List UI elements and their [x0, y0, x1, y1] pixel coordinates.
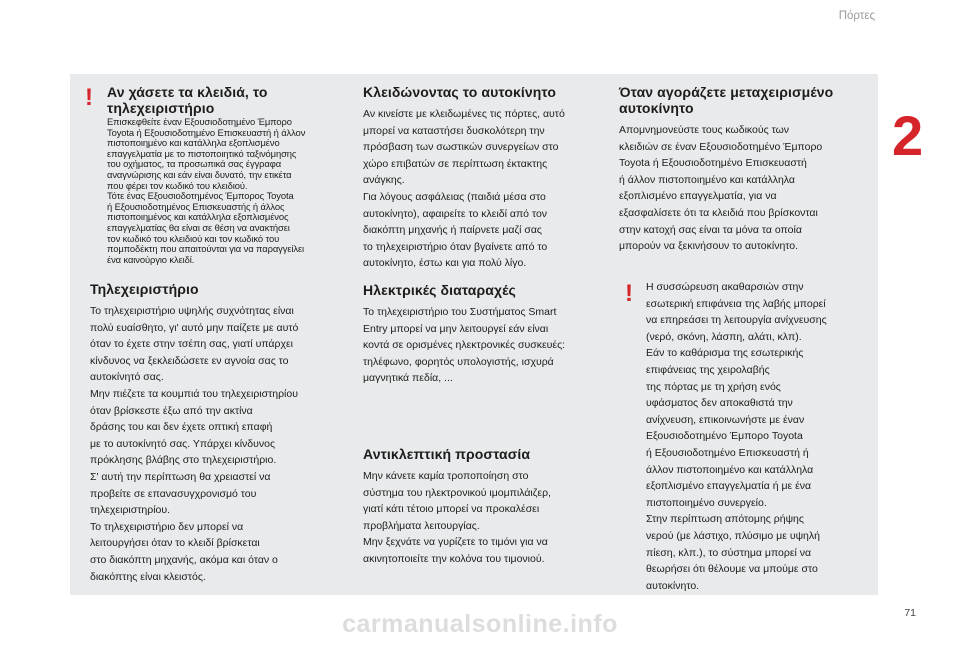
text-line: Το τηλεχειριστήριο υψηλής συχνότητας είναι [90, 305, 294, 317]
lost-keys-title-line2: τηλεχειριστήριο [107, 100, 215, 116]
page-header: Πόρτες [838, 10, 875, 22]
text-line: Αν κινείστε με κλειδωμένες τις πόρτες, αυτό [363, 108, 565, 120]
text-line: τον κωδικό του κλειδιού και τον κωδικό του [107, 232, 280, 244]
lost-keys-section [107, 84, 357, 265]
text-line: χώρο επιβατών σε περίπτωση έκτακτης [363, 157, 548, 170]
text-line: μαγνητικά πεδία, ... [363, 372, 453, 385]
text-line: δράσης του και δεν έχετε οπτική επαφή [90, 421, 273, 434]
dirt-warning-text [646, 279, 860, 594]
locking-section [363, 84, 608, 272]
text-line: Μην ξεχνάτε να γυρίζετε το τιμόνι για να [363, 536, 548, 549]
text-line: διακόπτης είναι κλειστός. [90, 570, 206, 583]
text-line: ανάγκης. [363, 174, 405, 187]
text-line: ακινητοποιείτε την κολόνα του τιμονιού. [363, 552, 545, 565]
text-line: κλειδιών σε έναν Εξουσιοδοτημένο Έμπορο [619, 140, 823, 153]
chapter-number: 2 [892, 104, 924, 167]
used-car-title-line1: Όταν αγοράζετε μεταχειρισμένο [619, 84, 834, 100]
text-line: Εξουσιοδοτημένο Έμπορο Toyota [646, 430, 803, 443]
locking-text [363, 106, 608, 272]
text-line: πρόσβαση των σωστικών συνεργείων στο [363, 141, 559, 154]
text-line: Απομνημονεύστε τους κωδικούς των [619, 124, 790, 136]
anti-theft-text [363, 468, 608, 568]
text-line: μπορούν να ξεκινήσουν το αυτοκίνητο. [619, 240, 799, 253]
content-panel [70, 74, 878, 595]
text-line: εξοπλισμένο επαγγελματία ή με ένα [646, 480, 812, 493]
text-line: άλλον πιστοποιημένο και κατάλληλα [646, 463, 814, 476]
text-line: Μην πιέζετε τα κουμπιά του τηλεχειριστηρίου [90, 387, 298, 400]
text-line: πιστοποιημένο συνεργείο. [646, 496, 767, 509]
text-line: νερού (με λάστιχο, πλύσιμο με υψηλή [646, 529, 820, 542]
text-line: διακόπτη μηχανής ή παίρνετε μαζί σας [363, 224, 542, 237]
text-line: προβλήματα λειτουργίας. [363, 519, 480, 532]
text-line: Το τηλεχειριστήριο του Συστήματος Smart [363, 306, 557, 318]
text-line: ή Εξουσιοδοτημένο Επισκευαστή ή [646, 446, 809, 459]
interference-title: Ηλεκτρικές διαταραχές [363, 282, 516, 298]
used-car-title-line2: αυτοκίνητο [619, 100, 694, 116]
text-line: πιστοποιημένος και κατάλληλα εξοπλισμένος [107, 211, 289, 223]
text-line: Μην κάνετε καμία τροποποίηση στο [363, 470, 529, 482]
text-line: κίνδυνος να ξεκλειδώσετε εν αγνοία σας το [90, 354, 289, 367]
watermark: carmanualsonline.info [342, 610, 618, 638]
text-line: ή Εξουσιοδοτημένος Επισκευαστής ή άλλος [107, 200, 285, 212]
text-line: στην κατοχή σας είναι τα μόνα τα οποία [619, 223, 802, 236]
text-line: με το αυτοκίνητό σας. Υπάρχει κίνδυνος [90, 437, 276, 450]
locking-title: Κλειδώνοντας το αυτοκίνητο [363, 84, 557, 100]
text-line: Επισκεφθείτε έναν Εξουσιοδοτημένο Έμπορο [107, 116, 292, 127]
text-line: πιστοποιημένο και κατάλληλα εξοπλισμένο [107, 137, 280, 149]
text-line: ένα καινούργιο κλειδί. [107, 253, 195, 265]
text-line: τηλέφωνο, φορητός υπολογιστής, ισχυρά [363, 355, 554, 368]
text-line: του οχήματος, τα προσωπικά σας έγγραφα [107, 158, 282, 170]
interference-text [363, 304, 608, 387]
remote-section [90, 281, 360, 585]
text-line: πρόκλησης βλάβης στο τηλεχειριστήριο. [90, 454, 277, 467]
text-line: Για λόγους ασφάλειας (παιδιά μέσα στο [363, 190, 546, 203]
dirt-warning-section [646, 279, 860, 594]
used-car-section [619, 84, 859, 255]
text-line: όταν βρίσκεστε έξω από την ακτίνα [90, 404, 253, 417]
text-line: πίεση, κλπ.), το σύστημα μπορεί να [646, 546, 812, 559]
text-line: εξασφαλίσετε ότι τα κλειδιά που βρίσκονται [619, 206, 818, 219]
used-car-title [619, 84, 859, 116]
remote-text [90, 303, 360, 585]
text-line: Εάν το καθάρισμα της εσωτερικής [646, 347, 804, 360]
text-line: το τηλεχειριστήριο όταν βγαίνετε από το [363, 240, 548, 253]
text-line: της πόρτας με τη χρήση ενός [646, 380, 781, 393]
text-line: αναγνώρισης και εάν είναι δυνατό, την ετικέτα [107, 168, 292, 180]
anti-theft-section [363, 446, 608, 568]
text-line: επαγγελματία με το πιστοποιητικό ταξινόμησης [107, 147, 297, 159]
lost-keys-title [107, 84, 357, 116]
text-line: Toyota ή Εξουσιοδοτημένο Επισκευαστή ή άλλον [107, 126, 306, 138]
text-line: όταν το έχετε στην τσέπη σας, γιατί υπάρχει [90, 338, 294, 351]
text-line: Toyota ή Εξουσιοδοτημένο Επισκευαστή [619, 157, 807, 170]
text-line: Σ' αυτή την περίπτωση θα χρειαστεί να [90, 470, 271, 483]
text-line: Entry μπορεί να μην λειτουργεί εάν είναι [363, 322, 549, 335]
text-line: λειτουργήσει όταν το κλειδί βρίσκεται [90, 537, 260, 550]
text-line: επιφάνειας της χειρολαβής [646, 363, 770, 376]
text-line: εσωτερική επιφάνεια της λαβής μπορεί [646, 297, 826, 310]
text-line: γιατί κάτι τέτοιο μπορεί να προκαλέσει [363, 503, 540, 516]
text-line: κοντά σε ορισμένες ηλεκτρονικές συσκευές: [363, 339, 566, 352]
text-line: Το τηλεχειριστήριο δεν μπορεί να [90, 520, 244, 533]
text-line: επαγγελματίας θα είναι σε θέση να ανακτήσει [107, 221, 290, 233]
lost-keys-title-line1: Αν χάσετε τα κλειδιά, το [107, 84, 268, 100]
text-line: που φέρει τον κωδικό του κλειδιού. [107, 179, 248, 191]
text-line: πολύ ευαίσθητο, γι' αυτό μην παίζετε με αυτό [90, 321, 299, 334]
text-line: αυτοκίνητο. [646, 579, 700, 592]
text-line: υφάσματος δεν αποκαθιστά την [646, 397, 793, 410]
text-line: αυτοκίνητο, έστω και για πολύ λίγο. [363, 257, 527, 270]
anti-theft-title: Αντικλεπτική προστασία [363, 446, 531, 462]
text-line: Η συσσώρευση ακαθαρσιών στην [646, 281, 804, 293]
text-line: Τότε ένας Εξουσιοδοτημένος Έμπορος Toyota [107, 190, 294, 202]
remote-title: Τηλεχειριστήριο [90, 281, 199, 297]
text-line: να επηρεάσει τη λειτουργία ανίχνευσης [646, 314, 827, 327]
text-line: Στην περίπτωση απότομης ρήψης [646, 513, 804, 526]
text-line: σύστημα του ηλεκτρονικού ιμομπιλάιζερ, [363, 486, 551, 499]
text-line: στο διακόπτη μηχανής, ακόμα και όταν ο [90, 553, 278, 566]
interference-section [363, 282, 608, 387]
lost-keys-text [107, 117, 357, 265]
text-line: αυτοκίνητο), αφαιρείτε το κλειδί από τον [363, 207, 548, 220]
text-line: προβείτε σε επανασυγχρονισμό του [90, 487, 257, 500]
text-line: αυτοκίνητό σας. [90, 371, 164, 384]
text-line: ή άλλον πιστοποιημένο και κατάλληλα [619, 173, 795, 186]
used-car-text [619, 122, 859, 255]
text-line: (νερό, σκόνη, λάσπη, αλάτι, κλπ). [646, 330, 802, 343]
warning-exclamation-icon: ! [625, 280, 633, 307]
warning-exclamation-icon: ! [85, 84, 93, 111]
text-line: εξοπλισμένο επαγγελματία, για να [619, 190, 777, 203]
page-number: 71 [904, 607, 916, 619]
text-line: μπορεί να καταστήσει δυσκολότερη την [363, 124, 545, 137]
text-line: τηλεχειριστηρίου. [90, 504, 171, 517]
text-line: θεωρήσει ότι θέλουμε να μπούμε στο [646, 563, 818, 576]
text-line: ανίχνευση, επικοινωνήστε με έναν [646, 413, 805, 426]
text-line: πομποδέκτη που απαιτούνται για να παραγγείλει [107, 243, 305, 255]
